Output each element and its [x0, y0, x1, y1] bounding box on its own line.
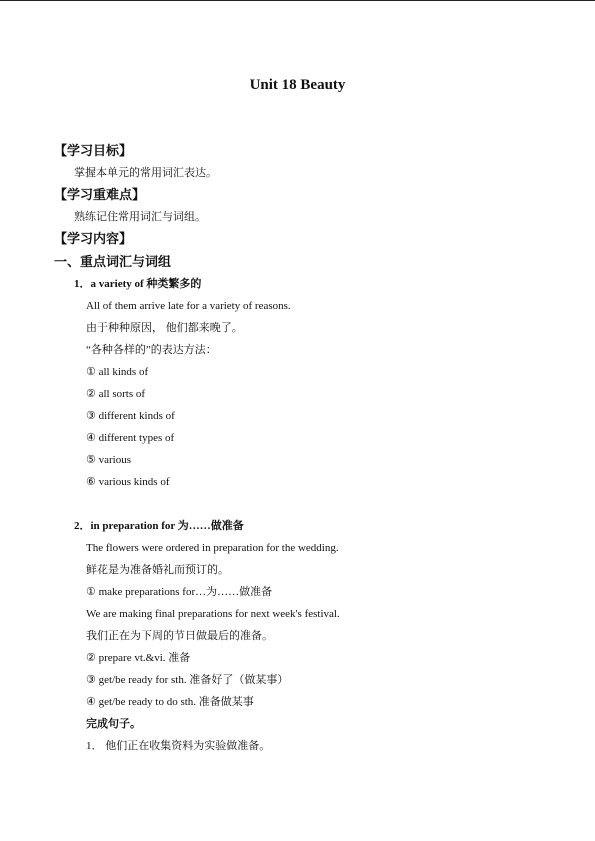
item2-line: ② prepare vt.&vi. 准备 — [86, 652, 191, 664]
list-item: ④ different types of — [86, 432, 175, 444]
exercise-item: 1． 他们正在收集资料为实验做准备。 — [86, 740, 271, 752]
item1-example-zh: 由于种种原因， 他们都来晚了。 — [86, 322, 243, 334]
page-title: Unit 18 Beauty — [249, 77, 346, 93]
list-item: ③ different kinds of — [86, 410, 175, 422]
top-rule — [0, 0, 595, 1]
content-heading: 【学习内容】 — [54, 231, 133, 246]
item1-heading: 1．a variety of 种类繁多的 — [74, 278, 202, 290]
item2-line: The flowers were ordered in preparation for the wedding. — [86, 542, 339, 554]
key-points-text: 熟练记住常用词汇与词组。 — [74, 211, 206, 223]
exercise-heading: 完成句子。 — [86, 718, 141, 730]
section1-heading: 一、重点词汇与词组 — [54, 254, 172, 269]
item2-line: ④ get/be ready to do sth. 准备做某事 — [86, 696, 254, 708]
list-item: ② all sorts of — [86, 388, 146, 400]
item2-line: 我们正在为下周的节日做最后的准备。 — [86, 630, 273, 642]
item2-line: ③ get/be ready for sth. 准备好了（做某事） — [86, 674, 289, 686]
item2-heading: 2．in preparation for 为……做准备 — [74, 520, 244, 532]
list-item: ⑥ various kinds of — [86, 476, 170, 488]
item1-note: “各种各样的”的表达方法： — [86, 344, 217, 356]
item1-example-en: All of them arrive late for a variety of reasons. — [86, 300, 291, 312]
item2-line: We are making final preparations for next week's festival. — [86, 608, 340, 620]
list-item: ① all kinds of — [86, 366, 149, 378]
objectives-heading: 【学习目标】 — [54, 143, 133, 158]
item2-line: ① make preparations for…为……做准备 — [86, 586, 273, 598]
item2-line: 鲜花是为准备婚礼而预订的。 — [86, 564, 229, 576]
objectives-text: 掌握本单元的常用词汇表达。 — [74, 167, 217, 179]
list-item: ⑤ various — [86, 454, 131, 466]
key-points-heading: 【学习重难点】 — [54, 187, 146, 202]
